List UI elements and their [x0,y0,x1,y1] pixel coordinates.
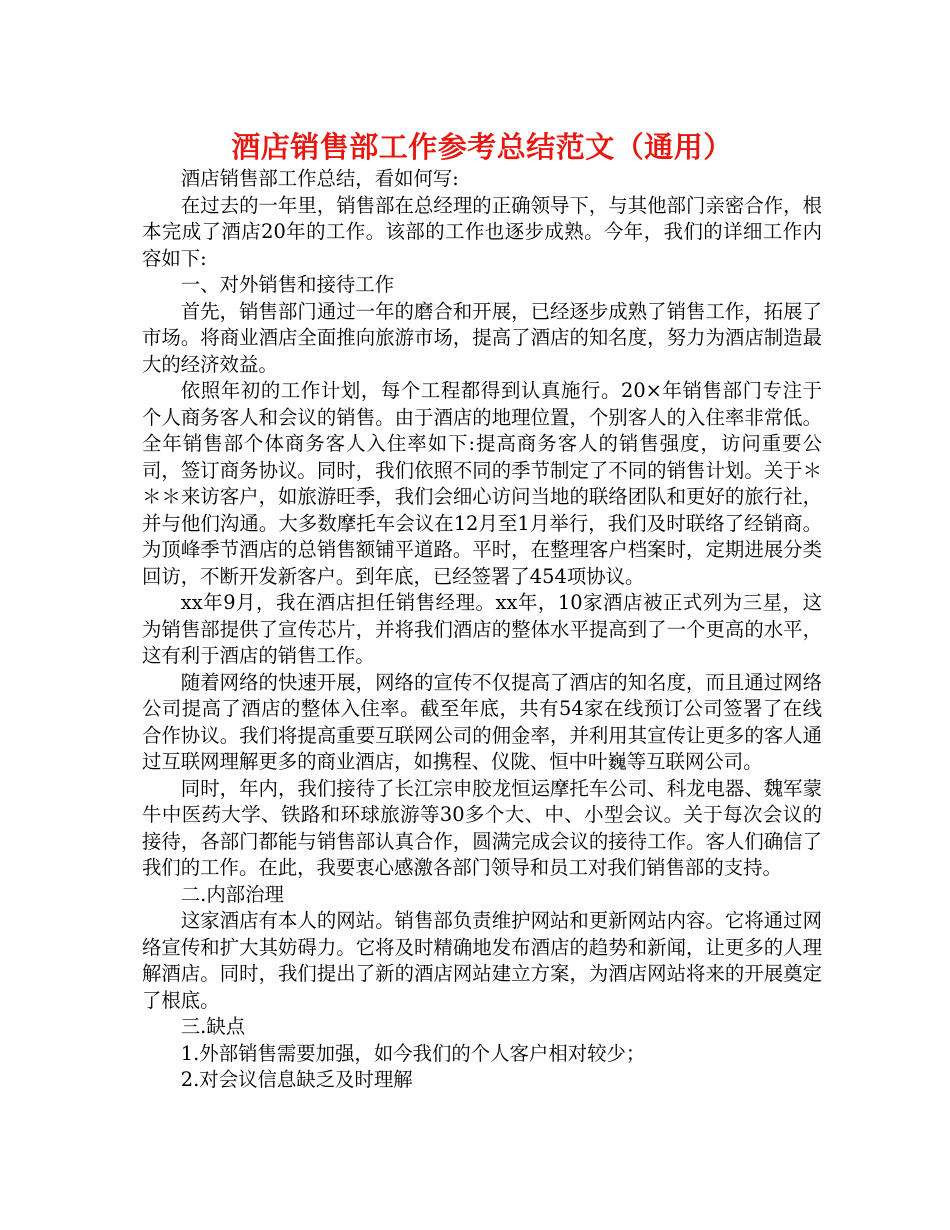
document-title: 酒店销售部工作参考总结范文（通用） [231,130,733,164]
paragraph: 同时，年内，我们接待了长江宗申胶龙恒运摩托车公司、科龙电器、魏军蒙牛中医药大学、铁路和环球旅游等30多个大、中、小型会议。关于每次会议的接待，各部门都能与销售部认真合作，圆满完成会议的接待工作。客人们确信了我们的工作。在此，我要衷心感激各部门领导和员工对我们销售部的支持。 [142,776,822,879]
section-heading: 三.缺点 [180,1015,246,1038]
paragraph: xx年9月，我在酒店担任销售经理。xx年，10家酒店被正式列为三星，这为销售部提供了宣传芯片，并将我们酒店的整体水平提高到了一个更高的水平，这有利于酒店的销售工作。 [142,591,822,667]
section-heading: 二.内部治理 [180,882,284,906]
paragraph: 这家酒店有本人的网站。销售部负责维护网站和更新网站内容。它将通过网络宣传和扩大其妨碍力。它将及时精确地发布酒店的趋势和新闻，让更多的人理解酒店。同时，我们提出了新的酒店网站建立方案，为酒店网站将来的开展奠定了根底。 [142,909,822,1012]
paragraph: 首先，销售部门通过一年的磨合和开展，已经逐步成熟了销售工作，拓展了市场。将商业酒店全面推向旅游市场，提高了酒店的知名度，努力为酒店制造最大的经济效益。 [142,299,822,376]
paragraph: 在过去的一年里，销售部在总经理的正确领导下，与其他部门亲密合作，根本完成了酒店20年的工作。该部的工作也逐步成熟。今年，我们的详细工作内容如下: [142,193,822,270]
paragraph: 依照年初的工作计划，每个工程都得到认真施行。20×年销售部门专注于个人商务客人和会议的销售。由于酒店的地理位置，个别客人的入住率非常低。全年销售部个体商务客人入住率如下:提高商务客人的销售强度，访问重要公司，签订商务协议。同时，我们依照不同的季节制定了不同的销售计划。关于＊＊＊来访客户，如旅游旺季，我们会细心访问当地的联络团队和更好的旅行社，并与他们沟通。大多数摩托车会议在12月至1月举行，我们及时联络了经销商。为顶峰季节酒店的总销售额铺平道路。平时，在整理客户档案时，定期进展分类回访，不断开发新客户。到年底，已经签署了454项协议。 [142,379,822,588]
section-heading: 一、对外销售和接待工作 [180,273,395,296]
paragraph: 酒店销售部工作总结，看如何写: [180,167,459,190]
list-item: 1.外部销售需要加强，如今我们的个人客户相对较少； [180,1041,646,1065]
document-body [142,166,822,1094]
list-item: 2.对会议信息缺乏及时理解 [180,1068,413,1091]
document-page [142,128,822,1094]
paragraph: 随着网络的快速开展，网络的宣传不仅提高了酒店的知名度，而且通过网络公司提高了酒店的整体入住率。截至年底，共有54家在线预订公司签署了在线合作协议。我们将提高重要互联网公司的佣金率，并利用其宣传让更多的客人通过互联网理解更多的商业酒店，如携程、仪陇、恒中叶巍等互联网公司。 [142,670,822,773]
